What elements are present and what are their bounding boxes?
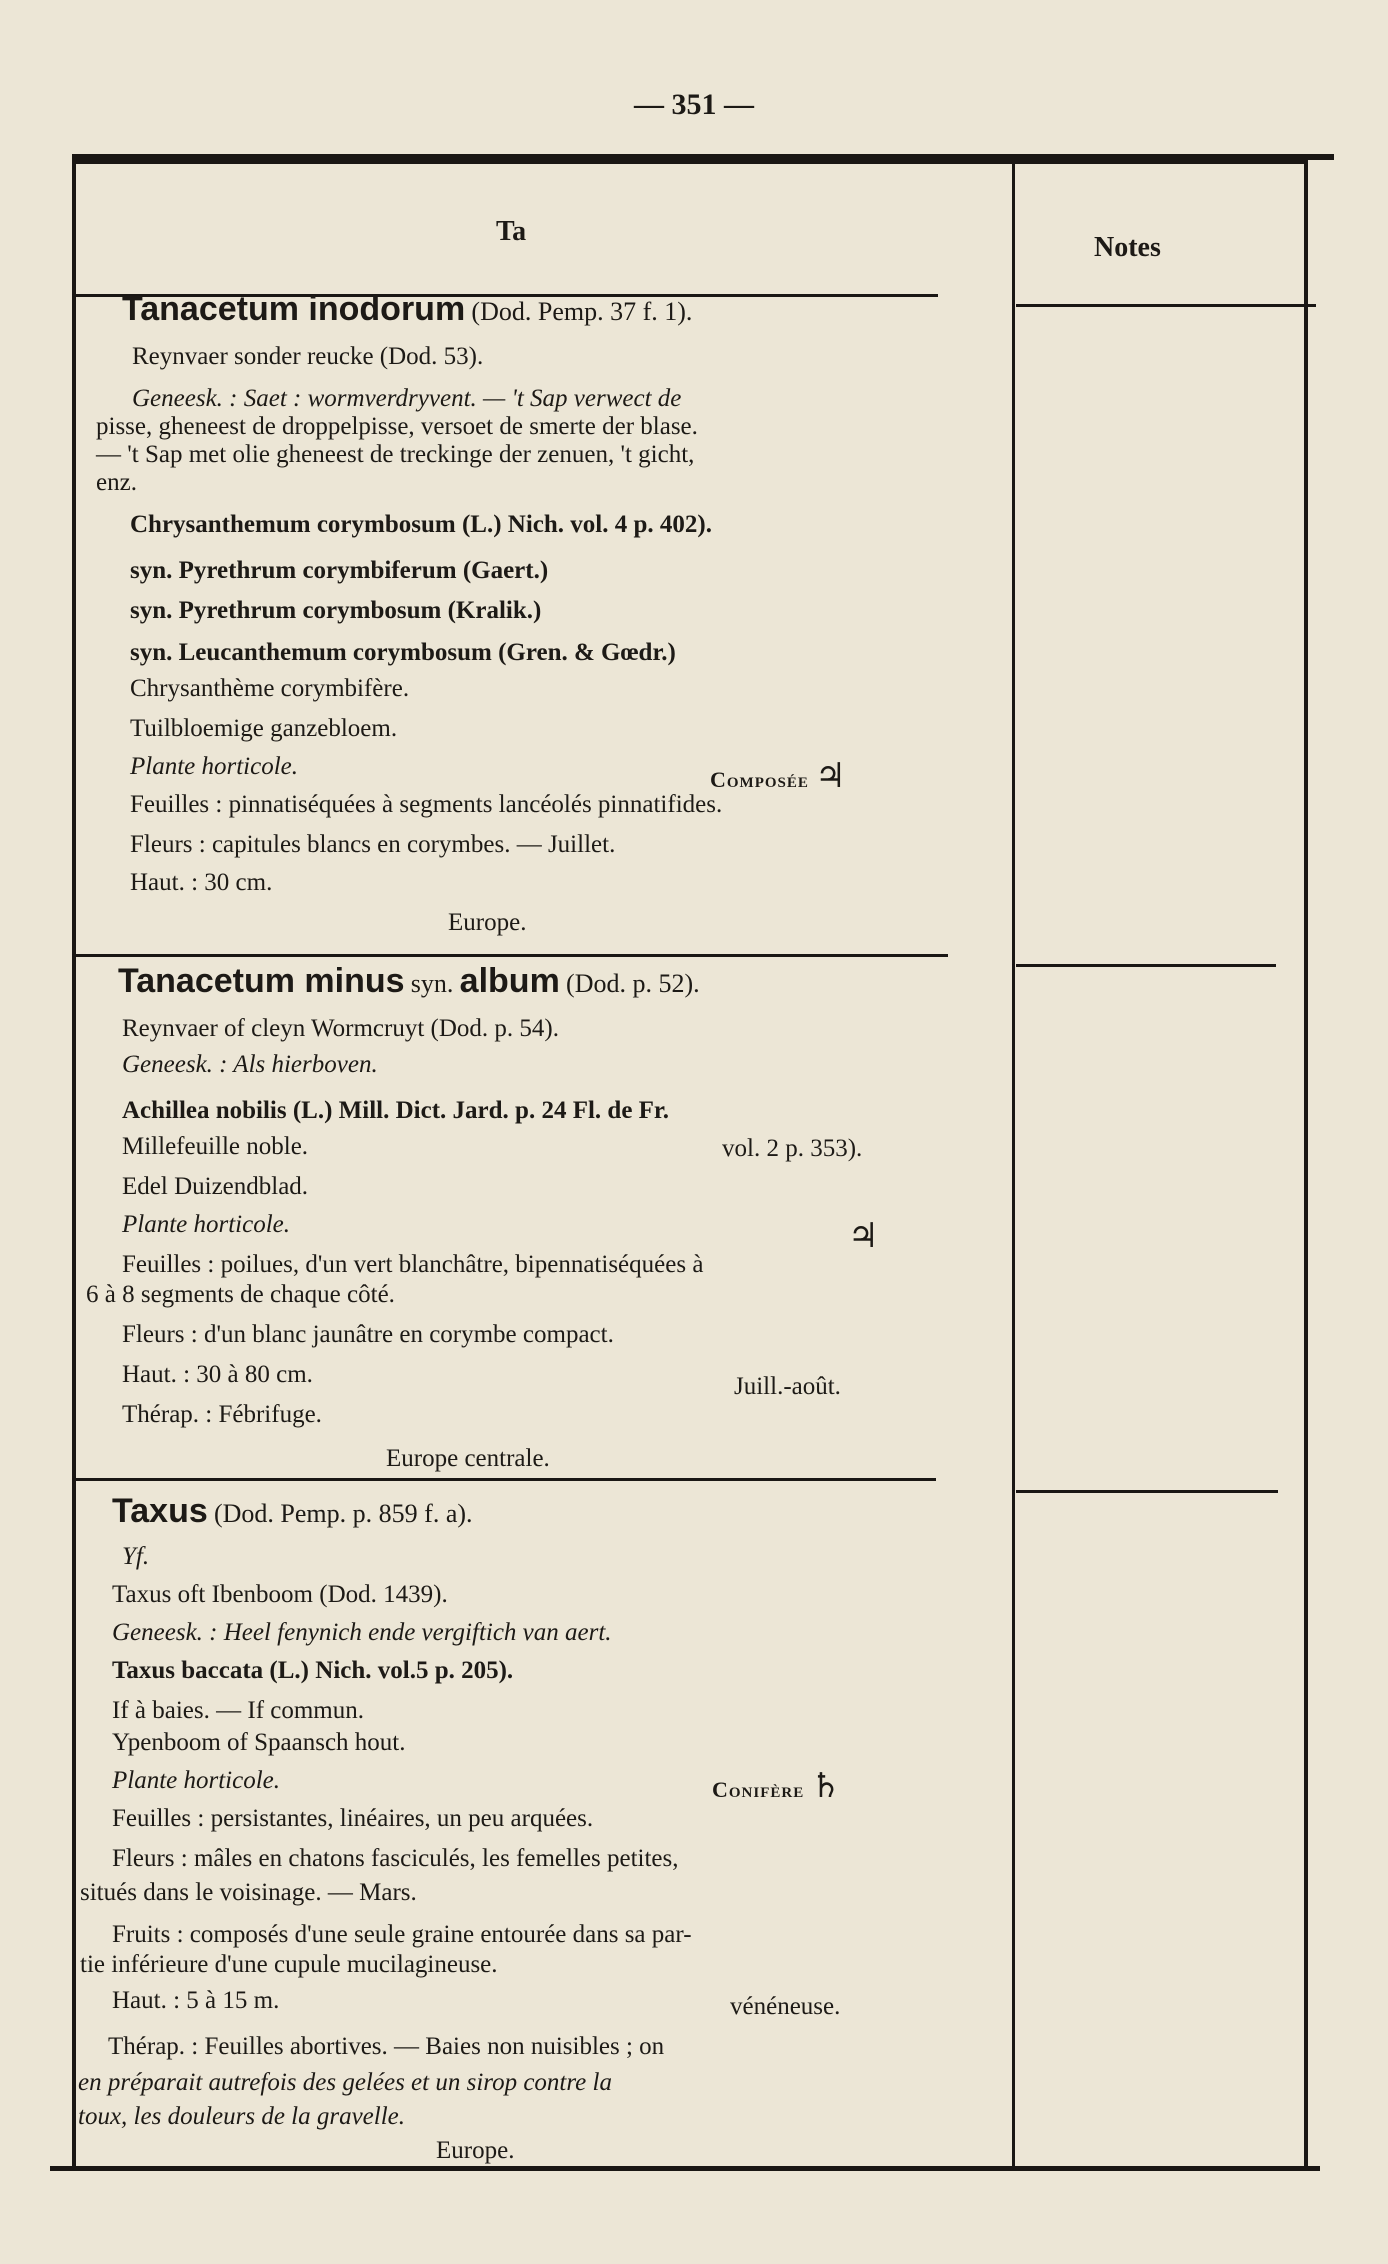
entry-line: Reynvaer of cleyn Wormcruyt (Dod. p. 54). [122, 1015, 559, 1042]
entry-line: Haut. : 30 à 80 cm. [122, 1361, 313, 1388]
entry-line: Feuilles : poilues, d'un vert blanchâtre, bipennatiséquées à [122, 1251, 704, 1278]
entry-line: Chrysanthème corymbifère. [130, 675, 410, 702]
perennial-symbol: ♃ [848, 1218, 879, 1255]
entry-line: en préparait autrefois des gelées et un sirop contre la [78, 2069, 612, 2096]
entry-line: Chrysanthemum corymbosum (L.) Nich. vol. 4 p. 402). [130, 511, 712, 538]
family-label: Composée [710, 767, 809, 792]
entry-line: Edel Duizendblad. [122, 1173, 309, 1200]
entry-line: Geneesk. : Saet : wormverdryvent. — 't Sap verwect de [132, 385, 682, 412]
entry-line: Millefeuille noble. [122, 1133, 309, 1160]
entry-line: Thérap. : Feuilles abortives. — Baies non nuisibles ; on [108, 2033, 665, 2060]
entry-title-ref: (Dod. Pemp. 37 f. 1). [471, 297, 693, 326]
entry-line: Taxus baccata (L.) Nich. vol.5 p. 205). [112, 1657, 514, 1684]
header-left: Ta [496, 216, 527, 247]
entry-tanacetum-inodorum [76, 164, 1012, 954]
entry-title-ref: (Dod. Pemp. p. 859 f. a). [214, 1499, 473, 1528]
entry-line: Tuilbloemige ganzebloem. [130, 715, 398, 742]
notes-rule [1016, 1490, 1278, 1493]
entry-line: Thérap. : Fébrifuge. [122, 1401, 322, 1428]
entry-region: Europe centrale. [386, 1445, 550, 1472]
entry-line: Fruits : composés d'une seule graine entourée dans sa par- [112, 1921, 692, 1948]
entry-line: Fleurs : d'un blanc jaunâtre en corymbe compact. [122, 1321, 614, 1348]
entry-line: Plante horticole. [122, 1211, 291, 1238]
entry-line: 6 à 8 segments de chaque côté. [86, 1281, 395, 1308]
table-frame [72, 160, 1308, 2170]
entry-line: Fleurs : mâles en chatons fasciculés, les femelles petites, [112, 1845, 679, 1872]
column-divider [1012, 164, 1015, 2166]
shrub-symbol: ♄ [810, 1768, 841, 1805]
entry-line: tie inférieure d'une cupule mucilagineuse. [80, 1951, 498, 1978]
entry-title: Tanacetum minus [118, 962, 405, 1000]
entry-line: vénéneuse. [730, 1993, 841, 2020]
entry-line: syn. Leucanthemum corymbosum (Gren. & Gœdr.) [130, 639, 676, 666]
entry-rule [76, 1478, 936, 1481]
entry-rule [76, 954, 948, 957]
entry-title: Tanacetum inodorum [122, 290, 466, 328]
entry-title: Taxus [112, 1492, 208, 1530]
bottom-rule [50, 2166, 1320, 2171]
entry-line: Haut. : 5 à 15 m. [112, 1987, 280, 2014]
entry-line: Fleurs : capitules blancs en corymbes. — Juillet. [130, 831, 616, 858]
entry-line: Haut. : 30 cm. [130, 869, 273, 896]
entry-line: Achillea nobilis (L.) Mill. Dict. Jard. p. 24 Fl. de Fr. [122, 1097, 669, 1124]
family-label: Conifère [712, 1777, 805, 1802]
entry-line: Plante horticole. [130, 753, 299, 780]
entry-region: Europe. [448, 909, 527, 936]
header-notes: Notes [1094, 232, 1161, 263]
entry-line: syn. Pyrethrum corymbosum (Kralik.) [130, 597, 542, 624]
entry-line: Taxus oft Ibenboom (Dod. 1439). [112, 1581, 448, 1608]
entry-line: enz. [96, 469, 137, 496]
entry-title-alt: album [459, 962, 560, 1000]
entry-line: If à baies. — If commun. [112, 1697, 365, 1724]
notes-rule [1016, 964, 1276, 967]
entry-line: vol. 2 p. 353). [722, 1135, 863, 1162]
entry-line: situés dans le voisinage. — Mars. [80, 1879, 417, 1906]
entry-title-syn: syn. [410, 969, 454, 998]
entry-line: Reynvaer sonder reucke (Dod. 53). [132, 343, 484, 370]
entry-line: Feuilles : pinnatiséquées à segments lancéolés pinnatifides. [130, 791, 723, 818]
entry-line: Juill.-août. [734, 1373, 841, 1400]
header-rule-right [1016, 304, 1316, 307]
entry-line: syn. Pyrethrum corymbiferum (Gaert.) [130, 557, 549, 584]
perennial-symbol: ♃ [815, 758, 846, 795]
entry-region: Europe. [436, 2137, 515, 2164]
entry-line: Yf. [122, 1543, 150, 1570]
entry-line: Geneesk. : Als hierboven. [122, 1051, 378, 1078]
entry-line: Feuilles : persistantes, linéaires, un peu arquées. [112, 1805, 594, 1832]
entry-line: — 't Sap met olie gheneest de treckinge der zenuen, 't gicht, [96, 441, 695, 468]
entry-line: toux, les douleurs de la gravelle. [78, 2103, 406, 2130]
entry-line: pisse, gheneest de droppelpisse, versoet de smerte der blase. [96, 413, 698, 440]
entry-line: Ypenboom of Spaansch hout. [112, 1729, 406, 1756]
entry-line: Geneesk. : Heel fenynich ende vergiftich van aert. [112, 1619, 612, 1646]
page-number: — 351 — [634, 88, 754, 121]
entry-title-ref: (Dod. p. 52). [566, 969, 700, 998]
entry-line: Plante horticole. [112, 1767, 281, 1794]
